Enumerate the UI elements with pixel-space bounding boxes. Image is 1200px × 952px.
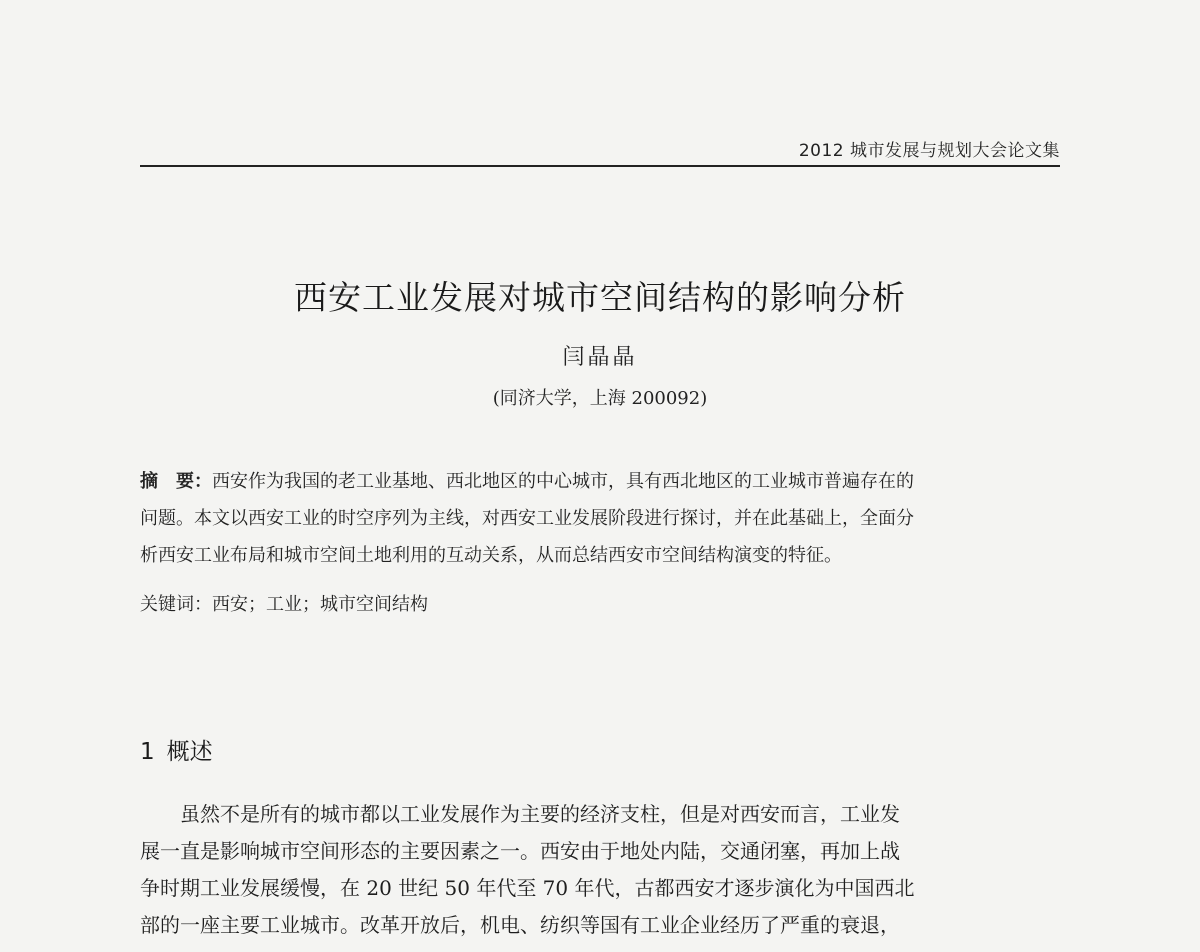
keywords-value: 西安；工业；城市空间结构 <box>212 594 428 615</box>
running-header: 2012 城市发展与规划大会论文集 <box>798 141 1060 161</box>
abstract <box>140 463 1060 574</box>
header-rule <box>140 165 1060 167</box>
section-body <box>140 796 1060 944</box>
author-affiliation: (同济大学，上海 200092) <box>492 388 708 409</box>
abstract-line: 问题。本文以西安工业的时空序列为主线，对西安工业发展阶段进行探讨，并在此基础上，全面分 <box>140 508 914 529</box>
section-heading <box>140 733 213 766</box>
abstract-line: 析西安工业布局和城市空间土地利用的互动关系，从而总结西安市空间结构演变的特征。 <box>140 545 842 566</box>
section-title: 概述 <box>166 739 213 765</box>
body-line: 展一直是影响城市空间形态的主要因素之一。西安由于地处内陆，交通闭塞，再加上战 <box>140 839 900 863</box>
abstract-text: 西安作为我国的老工业基地、西北地区的中心城市，具有西北地区的工业城市普遍存在的 <box>212 471 914 492</box>
abstract-label: 摘 要： <box>140 471 212 492</box>
keywords <box>140 590 1060 620</box>
author-name: 闫晶晶 <box>562 345 638 370</box>
keywords-label: 关键词： <box>140 594 212 615</box>
body-line: 虽然不是所有的城市都以工业发展作为主要的经济支柱，但是对西安而言，工业发 <box>180 802 900 826</box>
body-line: 争时期工业发展缓慢，在 20 世纪 50 年代至 70 年代，古都西安才逐步演化为中国西北 <box>140 876 915 900</box>
paper-title: 西安工业发展对城市空间结构的影响分析 <box>294 278 906 317</box>
section-number: 1 <box>140 739 155 765</box>
body-line: 部的一座主要工业城市。改革开放后，机电、纺织等国有工业企业经历了严重的衰退， <box>140 913 900 937</box>
abstract-line <box>140 463 1060 500</box>
